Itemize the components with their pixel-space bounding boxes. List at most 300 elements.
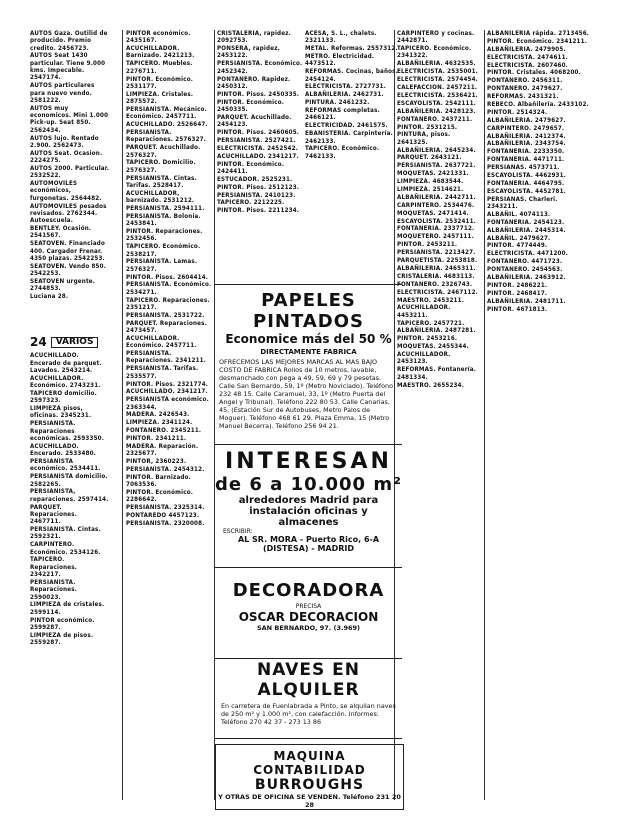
- entry-keyword: TAPICERO. 2212225.: [217, 199, 285, 207]
- entry-keyword: TAPICERO. 2457721.: [397, 319, 465, 327]
- classified-entry: [397, 366, 481, 381]
- classified-entry: [397, 60, 481, 67]
- classified-entry: [30, 135, 110, 150]
- entry-keyword: ALBAÑILERIA. 2479627.: [487, 116, 566, 124]
- ad-title: NAVES EN ALQUILER: [256, 660, 360, 700]
- ad-title: DECORADORA: [232, 580, 385, 601]
- classified-entry: [126, 381, 212, 388]
- entry-keyword: FONTANERO. 2437211.: [397, 115, 473, 123]
- classified-entry: [397, 382, 481, 389]
- ad-line: DIRECTAMENTE FABRICA: [260, 348, 357, 356]
- classified-entry: [487, 266, 590, 273]
- classified-entry: [126, 175, 212, 190]
- entry-keyword: PINTURA. 2461232.: [305, 99, 370, 107]
- ad-subtitle: Economice más del 50 %: [225, 332, 392, 346]
- entry-keyword: AUTOS 2000. Particular. 2532522.: [30, 164, 110, 180]
- entry-keyword: ACUCHILLADO. 2341217.: [126, 388, 208, 396]
- entry-keyword: MOQUETAS. 2471414.: [397, 209, 469, 217]
- classified-entry: [487, 69, 590, 76]
- entry-keyword: ALBAÑILERIA. 2428123.: [397, 107, 476, 115]
- entry-keyword: PINTOR económico. 2599287.: [30, 616, 95, 631]
- classified-entry: [126, 60, 212, 75]
- ad-brand: BURROUGHS: [254, 777, 365, 793]
- entry-keyword: PINTOR. 2453211.: [397, 241, 458, 249]
- classified-entry: [30, 526, 110, 541]
- classified-entry: [30, 632, 110, 647]
- classified-entry: [487, 109, 590, 116]
- classified-entry: [126, 411, 212, 418]
- entry-keyword: PERSIANISTA. Económico. 2452342.: [217, 60, 303, 75]
- classified-entry: [397, 281, 481, 288]
- classified-entry: [217, 207, 303, 214]
- classified-entry: [126, 297, 212, 312]
- classified-entry: [126, 489, 212, 504]
- entry-keyword: MOQUETAS. 2421331.: [397, 170, 469, 178]
- column-rule: [122, 30, 123, 800]
- entry-keyword: LIMPIEZA. 2341124.: [126, 419, 193, 427]
- classified-entry: [397, 297, 481, 304]
- entry-keyword: PARQUET. Reparaciones. 2473457.: [126, 319, 207, 335]
- classified-entry: [217, 184, 303, 191]
- entry-keyword: PERSIANISTA. 2454312.: [126, 466, 205, 474]
- classified-entry: [30, 390, 110, 405]
- classified-entry: [30, 180, 110, 202]
- classified-entry: [126, 504, 212, 511]
- section-number: 24: [30, 335, 47, 349]
- classified-entry: [217, 99, 303, 114]
- classified-entry: [487, 85, 590, 92]
- classified-entry: [126, 205, 212, 212]
- entry-keyword: ALBAÑILERIA. 2479905.: [487, 45, 566, 53]
- entry-keyword: CARPINTERO. 2534476.: [397, 201, 475, 209]
- entry-keyword: LIMPIEZA de cristales. 2599114.: [30, 601, 105, 616]
- entry-keyword: ALBAÑILERIA. 4632535.: [397, 60, 476, 68]
- classified-entry: [305, 130, 400, 145]
- classified-entry: [126, 458, 212, 465]
- classified-entry: [30, 225, 110, 240]
- classified-entry: [487, 46, 590, 53]
- classified-entry: [487, 306, 590, 313]
- classified-entry: [30, 165, 110, 180]
- entry-keyword: PERSIANISTA. Mecánico. Económico. 2457711.: [126, 105, 207, 121]
- column-6: [487, 30, 590, 800]
- entry-keyword: FONTANERIA. 2454123.: [487, 218, 565, 226]
- classified-entry: [126, 419, 212, 426]
- classified-entry: [487, 30, 590, 37]
- entry-keyword: PERSIANISTA. 2527421.: [217, 136, 296, 144]
- classified-entry: [30, 458, 110, 473]
- entry-keyword: FONTANERIA. 2233350.: [487, 148, 565, 156]
- classified-entry: [305, 68, 400, 83]
- entry-keyword: PINTOR, 2360223.: [126, 458, 187, 466]
- classified-entry: [30, 263, 110, 278]
- classified-entry: [487, 258, 590, 265]
- entry-keyword: AUTOS Gaza. Outilid de producido. Premio credito. 2456723.: [30, 30, 108, 52]
- entry-keyword: BENTLEY. Ocasión. 2541567.: [30, 225, 92, 240]
- classified-entry: [305, 30, 400, 45]
- entry-keyword: ACUCHILLADOR, barnizado. 2531212.: [126, 189, 195, 205]
- classified-entry: [126, 312, 212, 319]
- column-2: [126, 30, 212, 800]
- ad-decoradora: [215, 580, 402, 659]
- entry-keyword: PERSIANISTA. Reparaciones. 2590023.: [30, 578, 78, 601]
- classified-entry: [217, 91, 303, 98]
- entry-keyword: TAPICERO. Reparaciones. 2351217.: [126, 296, 210, 311]
- entry-keyword: CRISTALERIA, rapidez. 2092753.: [217, 30, 291, 45]
- section-header: [30, 337, 110, 348]
- entry-keyword: PINTOR. Pisos. 2460605.: [217, 129, 300, 137]
- entry-keyword: PARQUETISTA. 2253818.: [397, 257, 478, 265]
- entry-keyword: PINTOR. Barnizado. 7063536.: [126, 474, 191, 489]
- classified-entry: [30, 278, 110, 293]
- classified-entry: [397, 84, 481, 91]
- entry-keyword: PINTOR. 2514324.: [487, 108, 548, 116]
- classified-entry: [126, 520, 212, 527]
- classified-entry: [126, 121, 212, 128]
- entry-keyword: FONTANERO. 2345211.: [126, 427, 202, 435]
- classified-entry: [397, 178, 481, 185]
- entry-keyword: CARPINTERO. 2479657.: [487, 124, 565, 132]
- classified-entry: [397, 273, 481, 280]
- ad-title: MAQUINA CONTABILIDAD: [253, 749, 366, 777]
- section-label: VARIOS: [51, 337, 99, 348]
- classified-entry: [305, 91, 400, 98]
- entry-keyword: ACUCHILLADOR. 2453123.: [397, 351, 451, 366]
- entry-keyword: ELECTRICIDAD. 2461575.: [305, 122, 388, 130]
- classified-entry: [30, 405, 110, 420]
- classified-entry: [397, 108, 481, 115]
- entry-keyword: PERSIANISTA. 2410123.: [217, 191, 296, 199]
- classified-entry: [487, 125, 590, 132]
- classified-entry: [126, 350, 212, 365]
- classified-entry: [487, 298, 590, 305]
- entry-keyword: SEATOVEN. Vendo 850. 2542253.: [30, 262, 107, 278]
- entry-keyword: CRISTALERIA. 4683113.: [397, 272, 475, 280]
- entry-keyword: ESCAYOLISTA. 4462931.: [487, 172, 566, 180]
- entry-keyword: PERSIANISTA. 2637721.: [397, 162, 476, 170]
- classified-entry: [217, 145, 303, 152]
- classified-entry: [305, 122, 400, 129]
- entry-keyword: ESCAYOLISTA. 2532411.: [397, 217, 476, 225]
- entry-keyword: FONTANERIA. 2337712.: [397, 225, 475, 233]
- classified-entry: [126, 30, 212, 45]
- classified-entry: [30, 556, 110, 578]
- entry-keyword: ESCAYOLISTA. 2542111.: [397, 99, 476, 107]
- classified-entry: [126, 281, 212, 296]
- ad-write: ESCRIBIR:: [223, 528, 253, 535]
- entry-keyword: FONTANERIA. 4464795.: [487, 179, 565, 187]
- classified-entry: [305, 107, 400, 122]
- ad-address: SAN BERNARDO, 97. (3.969): [256, 624, 361, 632]
- classified-entry: [397, 304, 481, 319]
- entry-keyword: MAESTRO. 2453211.: [397, 296, 465, 304]
- entry-keyword: ALBAÑILERIA. 2343754.: [487, 140, 566, 148]
- classified-entry: [487, 133, 590, 140]
- classified-entry: [305, 145, 400, 160]
- entry-keyword: AUTOMOVILES pesados revisados. 2762344. Autoescuela.: [30, 202, 107, 225]
- entry-keyword: ELECTRICISTA. 4471200.: [487, 250, 568, 258]
- classified-entry: [30, 473, 110, 488]
- entry-keyword: PERSIANISTA. 2531722.: [126, 311, 205, 319]
- entry-keyword: PINTOR. 4671813.: [487, 305, 548, 313]
- entry-keyword: PINTOR. Económico. 2450335.: [217, 98, 285, 113]
- classified-entry: [126, 190, 212, 205]
- entry-keyword: PERSIANAS. 4573711.: [487, 164, 560, 172]
- classified-entry: [487, 227, 590, 234]
- classified-entry: [126, 129, 212, 144]
- entry-keyword: PERSIANISTA. Reparaciones económicas. 2593350.: [30, 420, 105, 442]
- entry-keyword: PARQUET. Acuchillado. 2454123.: [217, 113, 292, 129]
- classified-entry: [397, 100, 481, 107]
- entry-keyword: PINTOR. 2486221.: [487, 281, 548, 289]
- classified-entry: [126, 159, 212, 174]
- classified-entry: [126, 443, 212, 458]
- column-5: [397, 30, 481, 800]
- entry-keyword: AUTOS Seat. Ocasion. 2224275.: [30, 149, 103, 165]
- ad-naves: [215, 660, 402, 739]
- entry-keyword: PERSIANISTA. 2213427.: [397, 249, 476, 257]
- entry-keyword: CARPINTERO. Económico. 2534126.: [30, 541, 101, 556]
- entry-keyword: ALBAÑILERIA. 2462731.: [305, 91, 384, 99]
- classified-entry: [487, 93, 590, 100]
- ad-body: Y OTRAS DE OFICINA SE VENDEN. Teléfono 231 20 28: [218, 793, 401, 809]
- ad-maquina: [215, 744, 404, 810]
- entry-keyword: LIMPIEZA pisos, oficinas. 2345231.: [30, 405, 92, 420]
- classified-entry: [397, 320, 481, 327]
- entry-keyword: PERSIANISTA. Tarifas. 2535577.: [126, 365, 199, 380]
- classified-entry: [397, 162, 481, 169]
- classified-entry: [30, 420, 110, 442]
- entry-keyword: TAPICERO. Económico. 7462133.: [305, 145, 380, 160]
- classified-entry: [30, 240, 110, 262]
- classified-entry: [126, 396, 212, 411]
- entry-keyword: PINTOR. Reparaciones. 2532456.: [126, 228, 203, 243]
- classified-entry: [30, 203, 110, 225]
- entry-keyword: AUTOS particulares para nuevo vendo. 2581222.: [30, 82, 95, 104]
- entry-keyword: PINTOR. 4774449.: [487, 242, 548, 250]
- entry-keyword: PERSIANISTA. Cintas. Tarifas. 2528417.: [126, 174, 197, 189]
- ad-subtitle: PRECISA: [295, 603, 322, 610]
- classified-entry: [217, 45, 303, 60]
- classified-entry: [487, 274, 590, 281]
- entry-keyword: LIMPIEZA de pisos. 2559287.: [30, 631, 94, 647]
- entry-keyword: REFORMAS. Cocinas, baños. 2454124.: [305, 68, 398, 83]
- entry-keyword: PONSERA, rapidez. 2453122.: [217, 45, 280, 60]
- entry-keyword: PINTURA, pisos. 2641325.: [397, 131, 451, 146]
- entry-keyword: PERSIANISTA. Cintas. 2592321.: [30, 526, 101, 541]
- entry-keyword: PINTOR. Económico. 2424411.: [217, 160, 285, 175]
- classified-entry: [487, 219, 590, 226]
- ad-title: INTERESAN: [225, 449, 392, 474]
- classified-entry: [126, 512, 212, 519]
- entry-keyword: FONTANERO. 4471723.: [487, 258, 563, 266]
- classified-entry: [305, 99, 400, 106]
- classified-entry: [30, 150, 110, 165]
- entry-keyword: ACUCHILLADOR. Económico. 2743231.: [30, 374, 101, 390]
- classified-entry: [487, 148, 590, 155]
- entry-keyword: PONTANERO. Rapidez. 2450312.: [217, 75, 291, 90]
- entry-keyword: ELECTRICISTA. 2535001.: [397, 68, 478, 76]
- entry-keyword: PONTANERO. 2454563.: [487, 266, 563, 274]
- entry-keyword: PONTANERO. 2479627.: [487, 85, 563, 93]
- classified-entry: [397, 210, 481, 217]
- entry-keyword: ELECTRICISTA. 2536421.: [397, 91, 478, 99]
- classified-entry: [30, 52, 110, 81]
- entry-keyword: REFORMAS. Fontanería. 2481334.: [397, 366, 477, 381]
- ad-title: PAPELES PINTADOS: [253, 290, 364, 332]
- classified-entry: [217, 153, 303, 160]
- column-1: [30, 30, 110, 330]
- entry-keyword: PINTOR. Pisos. 2321774.: [126, 380, 209, 388]
- column-1b: [30, 335, 110, 805]
- classified-entry: [126, 335, 212, 350]
- classified-entry: [126, 213, 212, 228]
- entry-keyword: PINTOR. 2468417.: [487, 289, 548, 297]
- entry-keyword: REBECO. Albañilería. 2433102.: [487, 101, 589, 109]
- entry-keyword: PINTOR económico. 2435167.: [126, 30, 191, 45]
- classified-entry: [217, 161, 303, 176]
- entry-keyword: PERSIANISTA. Bolonia. 2453841.: [126, 212, 201, 228]
- entry-keyword: ELECTRICISTA. 2467112.: [397, 288, 478, 296]
- entry-keyword: PERSIANAS. Charleri. 2343211.: [487, 195, 558, 210]
- classified-entry: [217, 60, 303, 75]
- ad-name: OSCAR DECORACION: [238, 610, 379, 624]
- classified-entry: [30, 601, 110, 616]
- classified-entry: [487, 38, 590, 45]
- classified-entry: [126, 466, 212, 473]
- classified-entry: [397, 154, 481, 161]
- ad-body: alrededores Madrid para instalación oficinas y almacenes: [238, 495, 379, 528]
- entry-keyword: MAESTRO. 2655234.: [397, 381, 465, 389]
- classified-entry: [397, 327, 481, 334]
- classified-entry: [397, 233, 481, 240]
- classified-entry: [397, 265, 481, 272]
- entry-keyword: ACUCHILLADOR. Barnizado. 2421213.: [126, 45, 195, 60]
- classified-entry: [487, 196, 590, 211]
- classified-entry: [30, 443, 110, 458]
- classified-entry: [397, 241, 481, 248]
- classified-entry: [30, 541, 110, 556]
- classified-entry: [487, 242, 590, 249]
- classified-entry: [30, 579, 110, 601]
- classified-entry: [30, 375, 110, 390]
- entry-keyword: ALBAÑILERIA rápida. 2713456.: [487, 30, 590, 37]
- entry-keyword: PINTOR. 2531215.: [397, 123, 458, 131]
- classified-entry: [397, 186, 481, 193]
- ad-interesan: [215, 444, 402, 568]
- ad-body: En carretera de Fuenlabrada a Pinto, se alquilan naves de 250 m² y 1.000 m², con calefacción. Informes: Teléfono 270 42 37 - 273 13 86: [221, 702, 396, 726]
- entry-keyword: PINTOR. Económico. 2531177.: [126, 75, 194, 90]
- entry-keyword: MOQUETAS. 2455344.: [397, 343, 469, 351]
- entry-keyword: EBANISTERIA. Carpintería. 2462133.: [305, 130, 393, 145]
- classified-entry: [126, 320, 212, 335]
- entry-keyword: PERSIANISTA. Reparaciones. 2341211.: [126, 350, 207, 365]
- classified-entry: [30, 30, 110, 52]
- entry-keyword: PARQUET. 2643121.: [397, 154, 462, 162]
- entry-keyword: ACUCHILLADO. Encerado. 2533480.: [30, 442, 97, 458]
- classified-entry: [126, 45, 212, 60]
- classified-entry: [126, 243, 212, 258]
- classified-entry: [305, 83, 400, 90]
- entry-keyword: PERSIANISTA económico. 2363344.: [126, 396, 209, 411]
- classified-entry: [397, 116, 481, 123]
- entry-keyword: TAPICERO. Muebles. 2276711.: [126, 60, 193, 75]
- classified-entry: [30, 105, 110, 134]
- entry-keyword: TAPICERO. Reparaciones. 2342217.: [30, 556, 78, 579]
- entry-keyword: PINTOR. Pisos. 2450335.: [217, 90, 300, 98]
- classified-entry: [126, 435, 212, 442]
- classified-entry: [487, 117, 590, 124]
- entry-keyword: MOQUETERO. 2457111.: [397, 233, 474, 241]
- entry-keyword: PINTOR. Económico. 2286642.: [126, 489, 194, 504]
- entry-keyword: ALBAÑIL. 2479627.: [487, 234, 551, 242]
- entry-keyword: METAL. Reformas. 2557312.: [305, 45, 398, 53]
- entry-keyword: PERSIANISTA, reparaciones. 2597414.: [30, 488, 109, 503]
- classified-entry: [217, 129, 303, 136]
- classified-entry: [126, 76, 212, 91]
- entry-keyword: ESCAYOLISTA. 4452781.: [487, 187, 566, 195]
- entry-keyword: PINTOR. Cristales. 4068200.: [487, 69, 581, 77]
- classified-entry: [217, 192, 303, 199]
- classified-entry: [487, 180, 590, 187]
- classified-entry: [397, 343, 481, 350]
- classified-entry: [397, 249, 481, 256]
- entry-keyword: Luciana 28.: [30, 293, 69, 301]
- classified-entry: [126, 274, 212, 281]
- entry-keyword: ACUCHILLADOR. Económico. 2457711.: [126, 334, 197, 350]
- classified-entry: [487, 77, 590, 84]
- classified-entry: [217, 199, 303, 206]
- classified-entry: [397, 257, 481, 264]
- classified-entry: [30, 82, 110, 104]
- entry-keyword: CARPINTERO y cocinas. 2442871.: [397, 30, 475, 45]
- entry-keyword: AUTOS muy economicos. Mini 1.000 Pick-up. Seat 850. 2562434.: [30, 104, 109, 134]
- entry-keyword: PARQUET. Acuchillado. 2576327.: [126, 144, 201, 159]
- entry-keyword: PINTOR. Pisos. 2512123.: [217, 183, 300, 191]
- entry-keyword: PARQUET. Reparaciones. 2467711.: [30, 503, 78, 526]
- entry-keyword: MADERA. 2426543.: [126, 411, 190, 419]
- entry-keyword: ALBAÑILERIA. 2487281.: [397, 327, 476, 335]
- classified-entry: [487, 290, 590, 297]
- entry-keyword: AUTOS Seat 1430 particular. Tiene 9.000 kms. Impecable. 2547174.: [30, 52, 106, 82]
- entry-keyword: PERSIANISTA. 2594111.: [126, 204, 205, 212]
- classified-entry: [487, 156, 590, 163]
- entry-keyword: ACESA, S. L., chalets. 2321133.: [305, 30, 377, 45]
- entry-keyword: ALBAÑILERIA. 2481711.: [487, 297, 566, 305]
- classified-entry: [397, 92, 481, 99]
- entry-keyword: ELECTRICISTA. 2607460.: [487, 61, 568, 69]
- entry-keyword: METRO. Electricidad. 4473512.: [305, 53, 375, 68]
- classified-entry: [217, 30, 303, 45]
- entry-keyword: ELECTRICISTA. 2452542.: [217, 144, 298, 152]
- entry-keyword: ELECTRICISTA. 2474611.: [487, 53, 568, 61]
- entry-keyword: ESTUCADOR. 2525231.: [217, 175, 293, 183]
- classified-entry: [397, 147, 481, 154]
- entry-keyword: ALBAÑILERIA. 2463912.: [487, 274, 566, 282]
- classified-entry: [397, 218, 481, 225]
- entry-keyword: REFORMAS. 2431321.: [487, 93, 559, 101]
- classified-entry: [397, 202, 481, 209]
- classified-entry: [397, 170, 481, 177]
- entry-keyword: LIMPIEZA. 2514621.: [397, 186, 464, 194]
- entry-keyword: PERSIANISTA. Lamas. 2576327.: [126, 258, 198, 273]
- entry-keyword: FONTANERO. 2326743.: [397, 280, 473, 288]
- entry-keyword: ALBAÑILERIA. 2442711.: [397, 193, 476, 201]
- classified-entry: [487, 188, 590, 195]
- classified-entry: [30, 617, 110, 632]
- entry-keyword: TAPICERO domicilio. 2597323.: [30, 389, 97, 405]
- classified-entry: [126, 228, 212, 243]
